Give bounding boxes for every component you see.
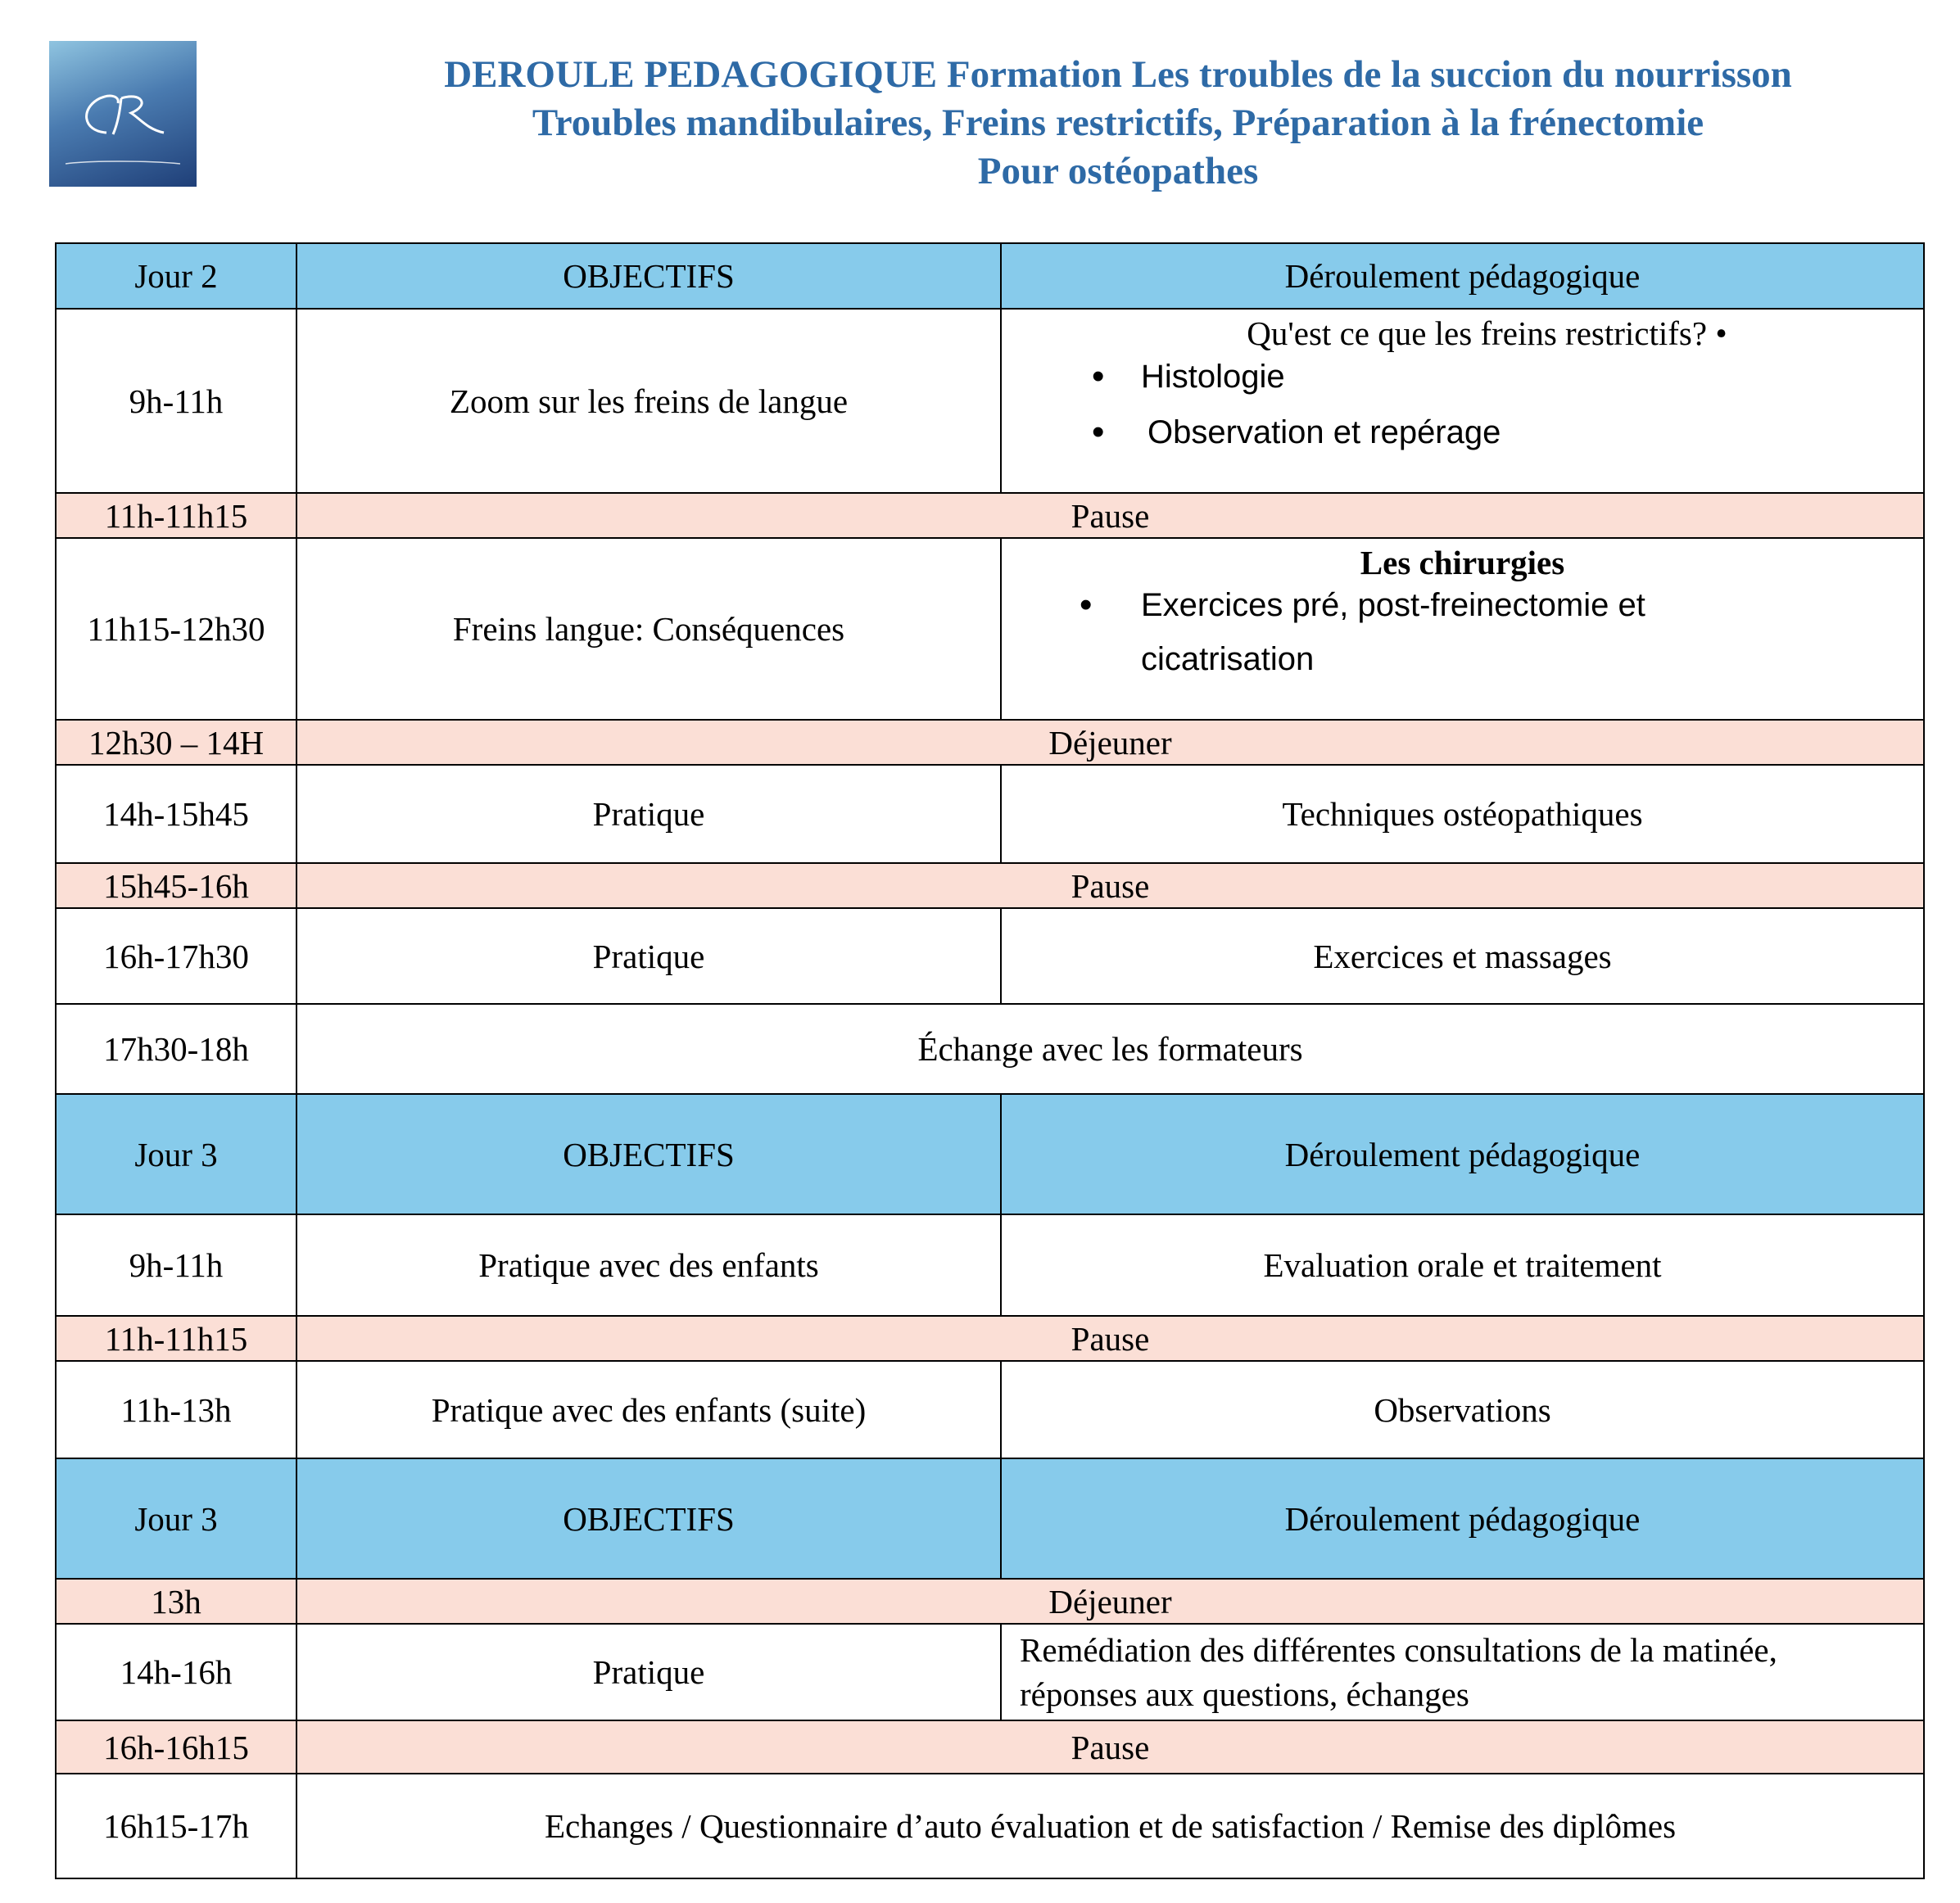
break-row — [56, 1316, 1924, 1361]
objective-cell: Zoom sur les freins de langue — [296, 309, 1001, 493]
table-row — [56, 1774, 1924, 1878]
detail-heading: Qu'est ce que les freins restrictifs? • — [1247, 314, 1727, 352]
break-label: Pause — [296, 1720, 1924, 1774]
table-row — [56, 1004, 1924, 1094]
objective-cell: Pratique — [296, 765, 1001, 863]
merged-cell: Échange avec les formateurs — [296, 1004, 1924, 1094]
break-row — [56, 493, 1924, 538]
detail-list — [1002, 578, 1923, 686]
list-item: • Observation et repérage — [1002, 405, 1923, 460]
title-line-1: DEROULE PEDAGOGIQUE Formation Les troubles de la succion du nourrisson — [444, 53, 1792, 96]
detail-cell: Techniques ostéopathiques — [1001, 765, 1924, 863]
header-row-jour-3 — [56, 1458, 1924, 1579]
time-cell: 9h-11h — [56, 1214, 296, 1316]
detail-list — [1002, 349, 1923, 460]
table-row — [56, 1624, 1924, 1720]
cr-monogram-icon — [49, 41, 197, 187]
detail-line: réponses aux questions, échanges — [1020, 1675, 1469, 1713]
time-cell: 16h-16h15 — [56, 1720, 296, 1774]
list-item-text: Exercices pré, post-freinectomie et — [1141, 587, 1645, 623]
objective-cell: Pratique avec des enfants — [296, 1214, 1001, 1316]
time-cell: 11h-11h15 — [56, 493, 296, 538]
time-cell: 16h-17h30 — [56, 908, 296, 1004]
list-item: • Histologie — [1002, 349, 1923, 405]
break-label: Pause — [296, 863, 1924, 908]
header-day: Jour 3 — [56, 1094, 296, 1214]
time-cell: 16h15-17h — [56, 1774, 296, 1878]
header-objectifs: OBJECTIFS — [296, 1094, 1001, 1214]
time-cell: 11h-13h — [56, 1361, 296, 1458]
table-row — [56, 1361, 1924, 1458]
table-row — [56, 908, 1924, 1004]
detail-cell: Observations — [1001, 1361, 1924, 1458]
objective-cell: Pratique — [296, 908, 1001, 1004]
break-label: Pause — [296, 1316, 1924, 1361]
break-row — [56, 720, 1924, 765]
table-row — [56, 765, 1924, 863]
logo — [49, 41, 197, 187]
merged-cell: Echanges / Questionnaire d’auto évaluation et de satisfaction / Remise des diplômes — [296, 1774, 1924, 1878]
break-label: Déjeuner — [296, 1579, 1924, 1624]
schedule-table — [55, 242, 1925, 1879]
list-item-text-cont: cicatrisation — [1141, 641, 1315, 677]
break-row — [56, 1720, 1924, 1774]
list-item — [1002, 578, 1923, 686]
time-cell: 11h15-12h30 — [56, 538, 296, 720]
header-day: Jour 3 — [56, 1458, 296, 1579]
objective-cell: Freins langue: Conséquences — [296, 538, 1001, 720]
header-objectifs: OBJECTIFS — [296, 1458, 1001, 1579]
table-row — [56, 538, 1924, 720]
detail-heading: Les chirurgies — [1360, 544, 1565, 581]
objective-cell: Pratique — [296, 1624, 1001, 1720]
time-cell: 12h30 – 14H — [56, 720, 296, 765]
header-day: Jour 2 — [56, 243, 296, 309]
detail-cell — [1001, 1624, 1924, 1720]
header-row-jour-3 — [56, 1094, 1924, 1214]
document-title — [246, 51, 1960, 196]
time-cell: 14h-16h — [56, 1624, 296, 1720]
detail-line: Remédiation des différentes consultations de la matinée, — [1020, 1631, 1777, 1669]
table-row — [56, 309, 1924, 493]
time-cell: 17h30-18h — [56, 1004, 296, 1094]
header-deroulement: Déroulement pédagogique — [1001, 1458, 1924, 1579]
time-cell: 11h-11h15 — [56, 1316, 296, 1361]
header-row-jour-2 — [56, 243, 1924, 309]
objective-cell: Pratique avec des enfants (suite) — [296, 1361, 1001, 1458]
time-cell: 15h45-16h — [56, 863, 296, 908]
time-cell: 9h-11h — [56, 309, 296, 493]
table-row — [56, 1214, 1924, 1316]
detail-cell — [1001, 538, 1924, 720]
header-deroulement: Déroulement pédagogique — [1001, 243, 1924, 309]
detail-cell — [1001, 309, 1924, 493]
time-cell: 13h — [56, 1579, 296, 1624]
title-line-2: Troubles mandibulaires, Freins restrictifs, Préparation à la frénectomie — [532, 102, 1704, 144]
break-label: Déjeuner — [296, 720, 1924, 765]
header-deroulement: Déroulement pédagogique — [1001, 1094, 1924, 1214]
time-cell: 14h-15h45 — [56, 765, 296, 863]
detail-cell: Evaluation orale et traitement — [1001, 1214, 1924, 1316]
break-row — [56, 1579, 1924, 1624]
title-line-3: Pour ostéopathes — [977, 150, 1259, 192]
header-objectifs: OBJECTIFS — [296, 243, 1001, 309]
detail-cell: Exercices et massages — [1001, 908, 1924, 1004]
break-label: Pause — [296, 493, 1924, 538]
break-row — [56, 863, 1924, 908]
